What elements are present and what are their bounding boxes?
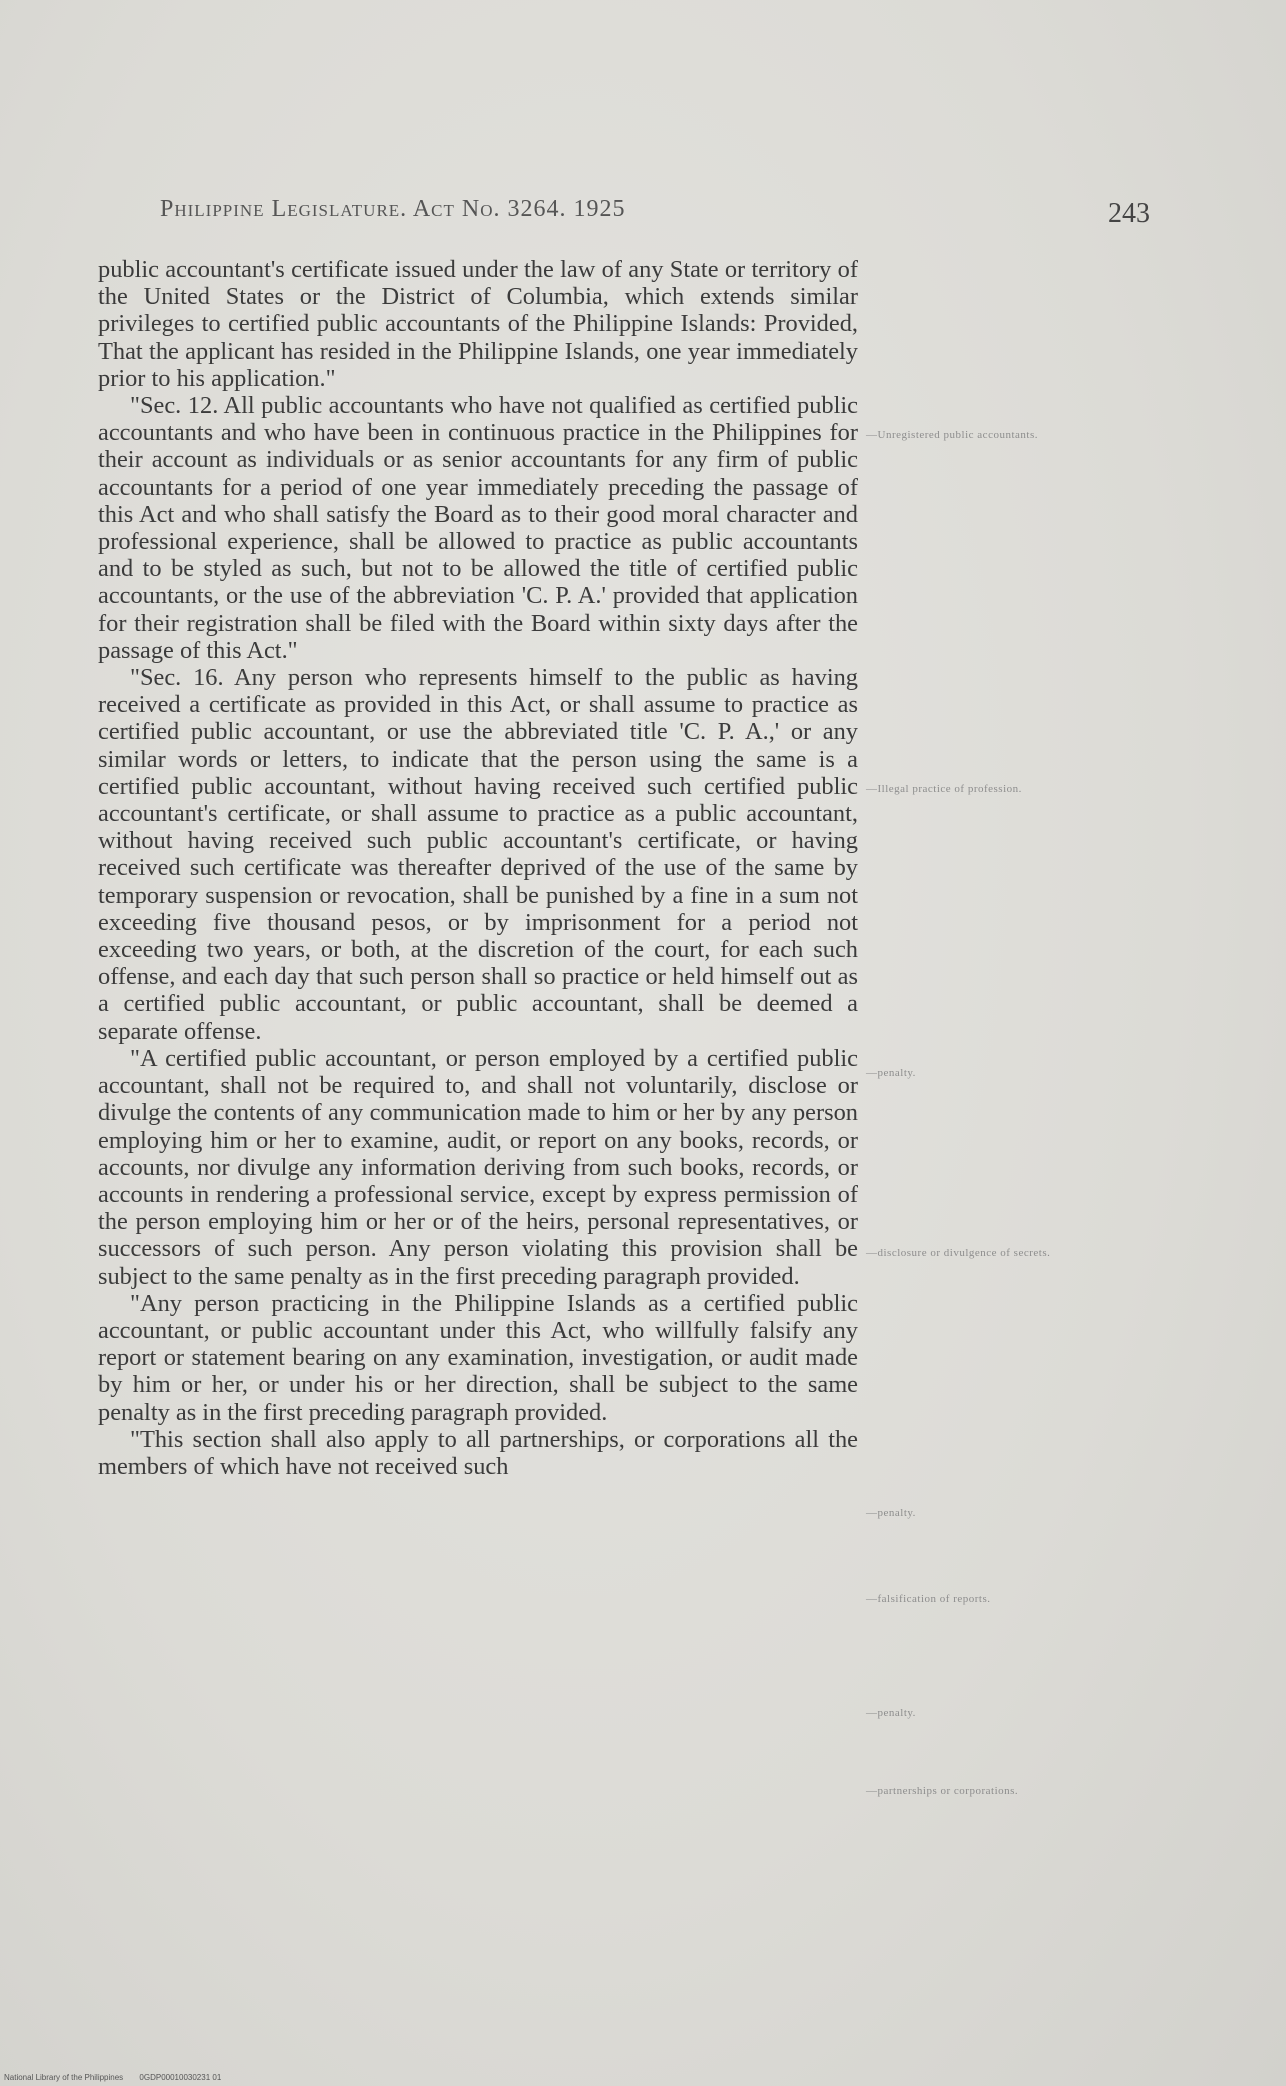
marginal-note-illegal-practice: —Illegal practice of profession.	[866, 783, 1022, 795]
page-number: 243	[1108, 198, 1150, 229]
marginal-note-unregistered: —Unregistered public accountants.	[866, 429, 1038, 441]
marginal-note-disclosure: —disclosure or divulgence of secrets.	[866, 1247, 1051, 1259]
marginal-note-falsification: —falsification of reports.	[866, 1593, 991, 1605]
footer-library: National Library of the Philippines	[4, 2073, 124, 2082]
running-head: Philippine Legislature. Act No. 3264. 1925	[160, 196, 626, 222]
paragraph-disclosure: "A certified public accountant, or person employed by a certified public accountant, shall not be required to, and shall not voluntarily, disclose or divulge the contents of any communication made to him or her by any person employing him or her to examine, audit, or report on any books, records, or accounts, nor divulge any information deriving from such books, records, or accounts in rendering a professional service, except by express permission of the person employing him or her or of the heirs, personal representatives, or successors of such person. Any person violating this provision shall be subject to the same penalty as in the first preceding paragraph provided.	[98, 1044, 858, 1290]
marginal-note-penalty-2: —penalty.	[866, 1507, 916, 1519]
paragraph-partnerships: "This section shall also apply to all partnerships, or corporations all the members of which have not received such	[98, 1425, 858, 1480]
paragraph-sec-16: "Sec. 16. Any person who represents himself to the public as having received a certificate as provided in this Act, or shall assume to practice as certified public accountant, or use the abbreviated title 'C. P. A.,' or any similar words or letters, to indicate that the person using the same is a certified public accountant, without having received such certified public accountant's certificate, or shall assume to practice as a public accountant, without having received such public accountant's certificate, or having received such certificate was thereafter deprived of the use of the same by temporary suspension or revocation, shall be punished by a fine in a sum not exceeding five thousand pesos, or by imprisonment for a period not exceeding two years, or both, at the discretion of the court, for each such offense, and each day that such person shall so practice or held himself out as a certified public accountant, or public accountant, shall be deemed a separate offense.	[98, 664, 858, 1045]
marginal-note-penalty-3: —penalty.	[866, 1707, 916, 1719]
paragraph-falsification: "Any person practicing in the Philippine Islands as a certified public accountant, or public accountant under this Act, who willfully falsify any report or statement bearing on any examination, investigation, or audit made by him or her, or under his or her direction, shall be subject to the same penalty as in the first preceding paragraph provided.	[98, 1289, 858, 1426]
marginal-note-partnerships: —partnerships or corporations.	[866, 1785, 1019, 1797]
paragraph-1: public accountant's certificate issued under the law of any State or territory of the United States or the District of Columbia, which extends similar privileges to certified public accountants of the Philippine Islands: Provided, That the applicant has resided in the Philippine Islands, one year immediately prior to his application."	[98, 256, 858, 392]
scan-footer	[4, 2073, 235, 2082]
footer-code: 0GDP00010030231 01	[139, 2073, 222, 2082]
marginal-note-penalty-1: —penalty.	[866, 1067, 916, 1079]
body-text	[98, 256, 858, 1480]
paragraph-sec-12: "Sec. 12. All public accountants who have not qualified as certified public accountants and who have been in continuous practice in the Philippines for their account as individuals or as senior accountants for any firm of public accountants for a period of one year immediately preceding the passage of this Act and who shall satisfy the Board as to their good moral character and professional experience, shall be allowed to practice as public accountants and to be styled as such, but not to be allowed the title of certified public accountants, or the use of the abbreviation 'C. P. A.' provided that application for their registration shall be filed with the Board within sixty days after the passage of this Act."	[98, 392, 858, 664]
page-header	[160, 196, 1150, 236]
